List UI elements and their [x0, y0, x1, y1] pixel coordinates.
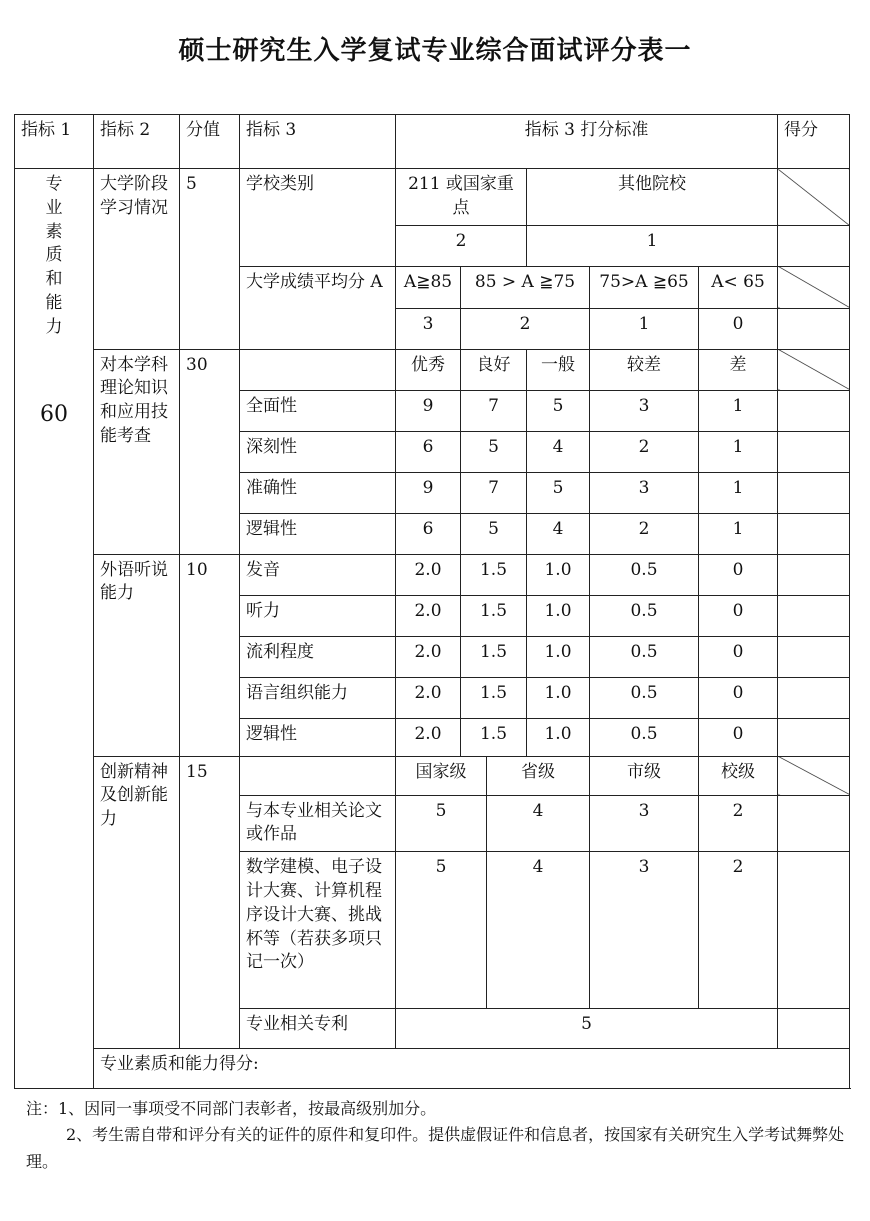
s3-cell: 0: [699, 636, 778, 677]
score-cell[interactable]: [778, 636, 850, 677]
s1-opt-b: 其他院校: [527, 169, 778, 226]
s4-level: 省级: [487, 756, 590, 795]
s4-cell: 2: [699, 795, 778, 852]
score-cell[interactable]: [778, 472, 850, 513]
header-row: [15, 115, 850, 169]
s3-cell: 2.0: [396, 554, 461, 595]
s1-opt-a: 211 或国家重点: [396, 169, 527, 226]
s2-cell: 6: [396, 431, 461, 472]
s2-cell: 9: [396, 472, 461, 513]
s2-cell: 4: [527, 431, 590, 472]
table-row: [15, 554, 850, 595]
s3-cell: 0: [699, 595, 778, 636]
s2-cell: 2: [590, 513, 699, 554]
s3-cell: 0.5: [590, 677, 699, 718]
s2-level: 差: [699, 349, 778, 390]
s2-cell: 1: [699, 472, 778, 513]
s3-cell: 1.5: [461, 677, 527, 718]
s2-row-name: 准确性: [240, 472, 396, 513]
s2-cell: 3: [590, 390, 699, 431]
note-2: 2、考生需自带和评分有关的证件的原件和复印件。提供虚假证件和信息者，按国家有关研究生入学考试舞弊处理。: [26, 1125, 845, 1171]
no-score-cell: [778, 169, 850, 226]
s3-row-name: 语言组织能力: [240, 677, 396, 718]
s3-cell: 0: [699, 677, 778, 718]
s3-cell: 1.5: [461, 636, 527, 677]
score-cell[interactable]: [778, 795, 850, 852]
header-ind3: 指标 3: [240, 115, 396, 169]
s3-cell: 1.5: [461, 718, 527, 756]
score-cell[interactable]: [778, 390, 850, 431]
s3-cell: 0.5: [590, 554, 699, 595]
s1-pt-a: 2: [396, 225, 527, 266]
score-cell[interactable]: [778, 718, 850, 756]
s1-gp1: 3: [396, 308, 461, 349]
s4-patent-value: 5: [396, 1009, 778, 1049]
s3-cell: 2.0: [396, 718, 461, 756]
s4-cell: 3: [590, 852, 699, 1009]
s3-cell: 1.5: [461, 595, 527, 636]
s3-cell: 1.0: [527, 554, 590, 595]
s3-cell: 0: [699, 554, 778, 595]
s2-row-name: 逻辑性: [240, 513, 396, 554]
s3-cell: 1.5: [461, 554, 527, 595]
s3-row-name: 发音: [240, 554, 396, 595]
s3-cell: 1.0: [527, 677, 590, 718]
header-standard: 指标 3 打分标准: [396, 115, 778, 169]
score-table: [14, 114, 850, 1089]
header-value: 分值: [180, 115, 240, 169]
s2-cell: 5: [461, 513, 527, 554]
s2-value: 30: [180, 349, 240, 554]
score-cell[interactable]: [778, 554, 850, 595]
s2-cell: 7: [461, 390, 527, 431]
s1-gp2: 2: [461, 308, 590, 349]
no-score-cell: [778, 756, 850, 795]
s2-row-name: 全面性: [240, 390, 396, 431]
s1-g2: 85 > A ≧75: [461, 266, 590, 308]
footer-row: [15, 1049, 850, 1089]
score-cell[interactable]: [778, 513, 850, 554]
s4-level: 校级: [699, 756, 778, 795]
s1-name: 大学阶段学习情况: [94, 169, 180, 350]
table-row: [15, 756, 850, 795]
s3-name: 外语听说能力: [94, 554, 180, 756]
s2-level: 较差: [590, 349, 699, 390]
no-score-cell: [778, 349, 850, 390]
score-cell[interactable]: [778, 1009, 850, 1049]
s4-cell: 5: [396, 852, 487, 1009]
s2-level: 一般: [527, 349, 590, 390]
s1-pt-b: 1: [527, 225, 778, 266]
s4-name: 创新精神及创新能力: [94, 756, 180, 1049]
s1-g1: A≧85: [396, 266, 461, 308]
s2-cell: 1: [699, 390, 778, 431]
s3-row-name: 逻辑性: [240, 718, 396, 756]
s3-row-name: 流利程度: [240, 636, 396, 677]
s2-cell: 5: [461, 431, 527, 472]
s3-cell: 2.0: [396, 677, 461, 718]
s3-value: 10: [180, 554, 240, 756]
score-cell[interactable]: [778, 308, 850, 349]
s3-cell: 1.0: [527, 595, 590, 636]
category-cell: [15, 169, 94, 1089]
s2-level: 优秀: [396, 349, 461, 390]
empty-cell: [240, 756, 396, 795]
s1-value: 5: [180, 169, 240, 350]
s4-patent: 专业相关专利: [240, 1009, 396, 1049]
score-cell[interactable]: [778, 225, 850, 266]
s4-cell: 5: [396, 795, 487, 852]
header-ind1: 指标 1: [15, 115, 94, 169]
s2-cell: 1: [699, 431, 778, 472]
s2-cell: 7: [461, 472, 527, 513]
s3-cell: 0.5: [590, 718, 699, 756]
s2-level: 良好: [461, 349, 527, 390]
s3-cell: 1.0: [527, 718, 590, 756]
score-cell[interactable]: [778, 431, 850, 472]
s2-row-name: 深刻性: [240, 431, 396, 472]
s1-gp3: 1: [590, 308, 699, 349]
s1-school-type: 学校类别: [240, 169, 396, 267]
s2-cell: 6: [396, 513, 461, 554]
s4-row-name: 数学建模、电子设计大赛、计算机程序设计大赛、挑战杯等（若获多项只记一次）: [240, 852, 396, 1009]
s2-name: 对本学科理论知识和应用技能考查: [94, 349, 180, 554]
no-score-cell: [778, 266, 850, 308]
table-row: [15, 169, 850, 226]
s2-cell: 2: [590, 431, 699, 472]
s2-cell: 3: [590, 472, 699, 513]
s2-cell: 5: [527, 472, 590, 513]
s3-row-name: 听力: [240, 595, 396, 636]
s4-cell: 4: [487, 795, 590, 852]
empty-cell: [240, 349, 396, 390]
header-ind2: 指标 2: [94, 115, 180, 169]
score-cell[interactable]: [778, 595, 850, 636]
s3-cell: 0.5: [590, 595, 699, 636]
s4-cell: 3: [590, 795, 699, 852]
s3-cell: 1.0: [527, 636, 590, 677]
s4-cell: 2: [699, 852, 778, 1009]
s4-level: 国家级: [396, 756, 487, 795]
score-cell[interactable]: [778, 677, 850, 718]
s2-cell: 9: [396, 390, 461, 431]
s3-cell: 2.0: [396, 636, 461, 677]
score-cell[interactable]: [778, 852, 850, 1009]
s4-level: 市级: [590, 756, 699, 795]
note-1: 注：1、因同一事项受不同部门表彰者，按最高级别加分。: [26, 1099, 437, 1118]
category-score: 60: [40, 401, 68, 427]
s2-cell: 1: [699, 513, 778, 554]
s4-cell: 4: [487, 852, 590, 1009]
s1-gpa: 大学成绩平均分 A: [240, 266, 396, 349]
s3-cell: 0: [699, 718, 778, 756]
s2-cell: 4: [527, 513, 590, 554]
s1-gp4: 0: [699, 308, 778, 349]
s4-row-name: 与本专业相关论文或作品: [240, 795, 396, 852]
notes: [26, 1096, 846, 1175]
header-score: 得分: [778, 115, 850, 169]
s3-cell: 0.5: [590, 636, 699, 677]
s1-g4: A< 65: [699, 266, 778, 308]
s3-cell: 2.0: [396, 595, 461, 636]
category-label: 专业素质和能力: [45, 174, 63, 337]
total-score-label: 专业素质和能力得分:: [94, 1049, 850, 1089]
page-title: 硕士研究生入学复试专业综合面试评分表一: [178, 36, 692, 66]
s2-cell: 5: [527, 390, 590, 431]
table-row: [15, 349, 850, 390]
s1-g3: 75>A ≧65: [590, 266, 699, 308]
s4-value: 15: [180, 756, 240, 1049]
